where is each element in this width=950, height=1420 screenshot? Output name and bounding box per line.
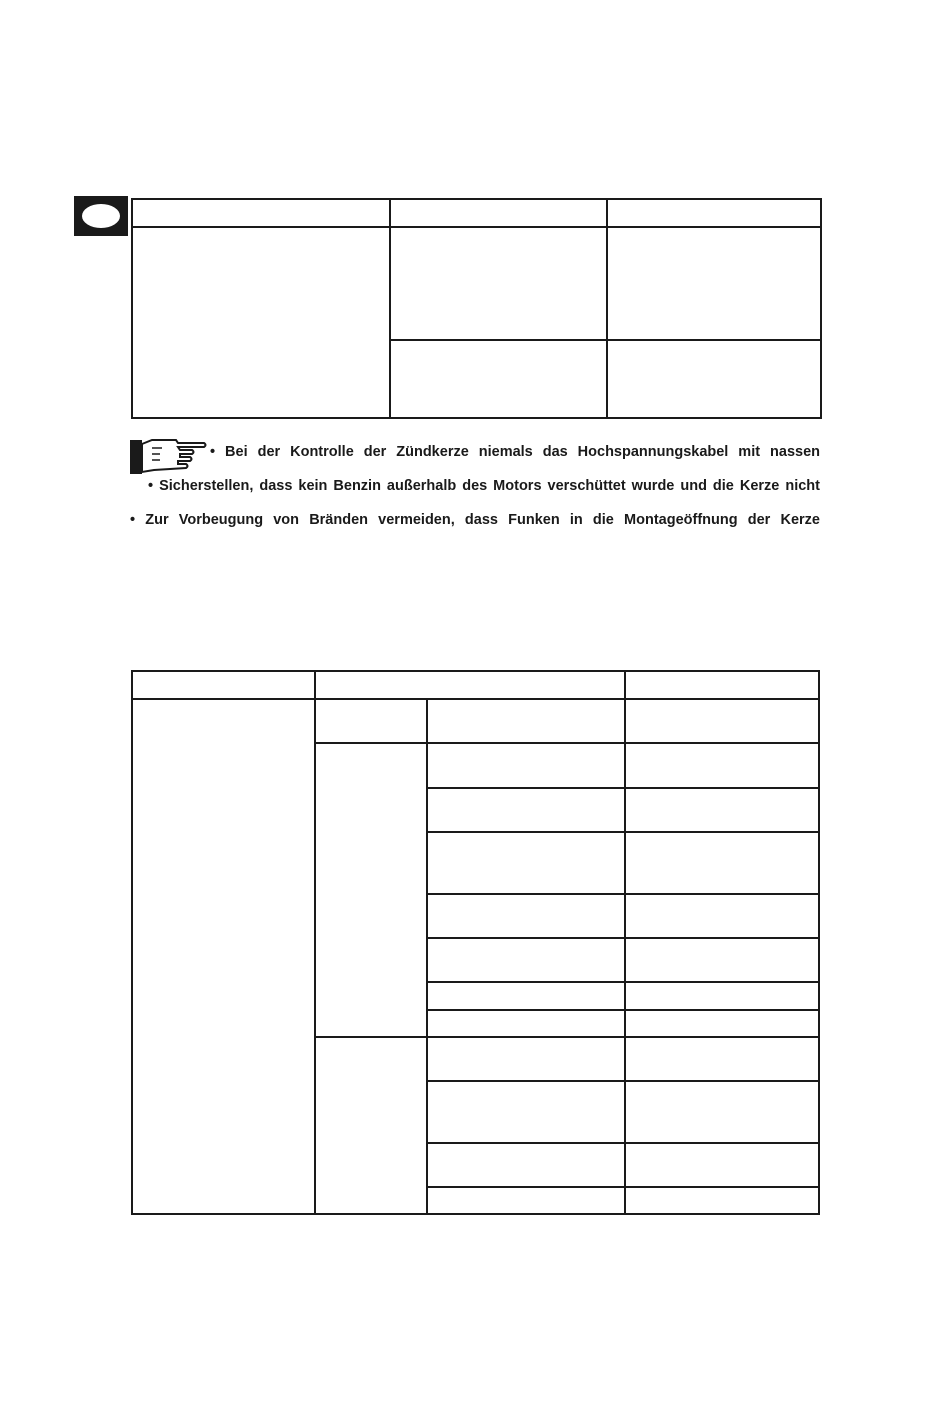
table-2-row-separator: [426, 831, 820, 833]
table-2-header-rule: [131, 698, 820, 700]
language-tab: [74, 196, 128, 236]
table-2-row-separator: [426, 1186, 820, 1188]
table-2-border-left: [131, 670, 133, 1215]
table-2-row-separator: [426, 787, 820, 789]
table-1-col-separator: [389, 198, 391, 419]
table-1-border-left: [131, 198, 133, 419]
table-2-col-separator: [624, 670, 626, 1215]
pointing-hand-icon: [128, 434, 208, 478]
table-1-header-rule: [131, 226, 822, 228]
table-2-col-separator: [314, 670, 316, 1215]
table-2-row-separator: [426, 1142, 820, 1144]
table-1-border-right: [820, 198, 822, 419]
table-1-border-bottom: [131, 417, 822, 419]
table-1-border-top: [131, 198, 822, 200]
table-2-border-bottom: [131, 1213, 820, 1215]
warning-note-2: • Sicherstellen, dass kein Benzin außerhalb des Motors verschüttet wurde und die Kerze nicht: [148, 478, 820, 494]
table-2-row-separator: [426, 1009, 820, 1011]
table-2-col-separator: [426, 698, 428, 1215]
table-2-row-separator: [426, 893, 820, 895]
table-2-border-right: [818, 670, 820, 1215]
table-2-row-separator: [426, 1080, 820, 1082]
table-2-row-separator: [314, 742, 820, 744]
warning-note-1: • Bei der Kontrolle der Zündkerze niemals das Hochspannungskabel mit nassen: [210, 444, 820, 460]
language-oval-icon: [82, 204, 120, 228]
table-1-row-separator: [389, 339, 822, 341]
table-1-col-separator: [606, 198, 608, 419]
table-2-border-top: [131, 670, 820, 672]
table-2-row-separator: [426, 937, 820, 939]
table-2-row-separator: [426, 981, 820, 983]
warning-note-3: • Zur Vorbeugung von Bränden vermeiden, dass Funken in die Montageöffnung der Kerze: [130, 512, 820, 528]
table-2-row-separator: [314, 1036, 820, 1038]
